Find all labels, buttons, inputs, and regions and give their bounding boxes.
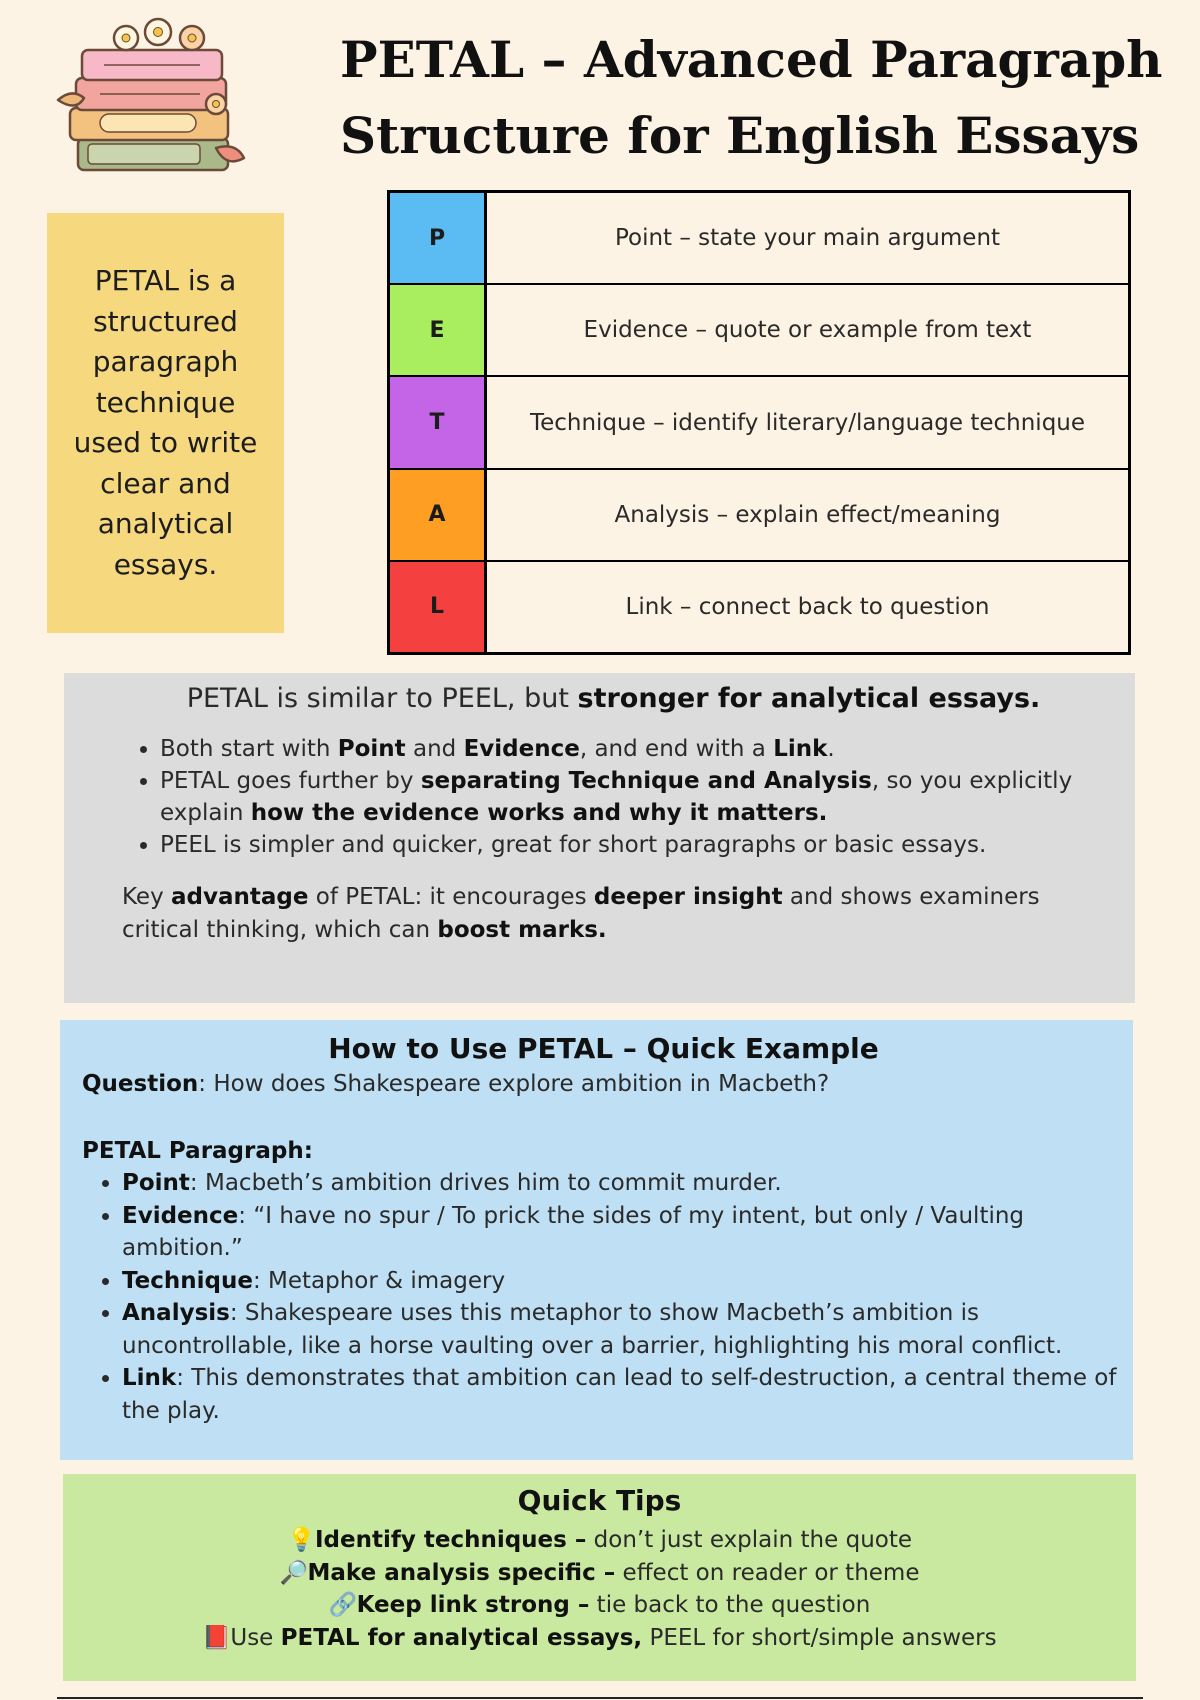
bottom-divider [57,1697,1143,1699]
comparison-bullet-1: • Both start with Point and Evidence, and end with a Link. [160,733,1105,765]
link-icon: 🔗 [328,1592,358,1618]
petal-letter-a: A [390,470,487,560]
example-item-analysis: • Analysis: Shakespeare uses this metaphor to show Macbeth’s ambition is uncontrollable, like a horse vaulting over a barrier, highlighting his moral conflict. [122,1297,1125,1362]
page-title [340,22,1163,174]
petal-letter-p: P [390,193,487,283]
comparison-heading [122,681,1105,717]
lightbulb-icon: 💡 [286,1527,316,1553]
book-stack-illustration-icon [40,8,260,188]
tip-keep-link-strong: 🔗Keep link strong – tie back to the question [63,1589,1136,1622]
petal-description-e: Evidence – quote or example from text [583,317,1032,344]
example-title: How to Use PETAL – Quick Example [328,1032,879,1065]
petal-letter-l: L [390,562,487,652]
example-paragraph-label: PETAL Paragraph: [82,1138,313,1164]
example-list [82,1167,1125,1427]
quick-tips-title: Quick Tips [517,1484,682,1517]
example-item-technique: • Technique: Metaphor & imagery [122,1265,1125,1298]
example-item-link: • Link: This demonstrates that ambition can lead to self-destruction, a central theme of the play. [122,1362,1125,1427]
page-title-line-2: Structure for English Essays [340,106,1140,165]
example-item-evidence: • Evidence: “I have no spur / To prick the sides of my intent, but only / Vaulting ambition.” [122,1200,1125,1265]
comparison-heading-text: PETAL is similar to PEEL, but [186,683,578,714]
comparison-bullet-2: • PETAL goes further by separating Technique and Analysis, so you explicitly explain how the evidence works and why it matters. [160,765,1105,829]
book-icon: 📕 [202,1624,231,1651]
petal-row-l [390,562,1128,652]
comparison-list [122,733,1105,861]
comparison-heading-bold: stronger for analytical essays. [577,683,1041,714]
tip-identify-techniques: 💡Identify techniques – don’t just explain the quote [63,1524,1136,1557]
petal-letter-e: E [390,285,487,375]
petal-row-a [390,470,1128,562]
comparison-bullet-3: • PEEL is simpler and quicker, great for short paragraphs or basic essays. [160,829,1105,861]
page-title-line-1: PETAL – Advanced Paragraph [340,30,1163,89]
quick-tips-box [63,1474,1136,1681]
comparison-box [64,673,1135,1003]
petal-row-p [390,193,1128,285]
example-box [60,1020,1133,1460]
petal-description-a: Analysis – explain effect/meaning [614,501,1001,528]
example-question: Question: How does Shakespeare explore ambition in Macbeth? [82,1071,830,1097]
petal-description-l: Link – connect back to question [625,593,990,620]
magnifier-icon: 🔎 [279,1559,309,1586]
tip-use-petal: 📕Use PETAL for analytical essays, PEEL for short/simple answers [63,1622,1136,1655]
petal-letter-t: T [390,377,487,467]
example-item-point: • Point: Macbeth’s ambition drives him to commit murder. [122,1167,1125,1200]
petal-description-t: Technique – identify literary/language technique [529,409,1086,436]
key-advantage-text: Key advantage of PETAL: it encourages deeper insight and shows examiners critical thinking, which can boost marks. [122,884,1040,943]
intro-text: PETAL is a structured paragraph technique used to write clear and analytical essays. [73,264,258,581]
petal-description-p: Point – state your main argument [614,225,1001,252]
petal-table [387,190,1131,655]
petal-row-e [390,285,1128,377]
intro-box [47,213,284,633]
petal-row-t [390,377,1128,469]
tip-make-analysis-specific: 🔎Make analysis specific – effect on reader or theme [63,1557,1136,1590]
